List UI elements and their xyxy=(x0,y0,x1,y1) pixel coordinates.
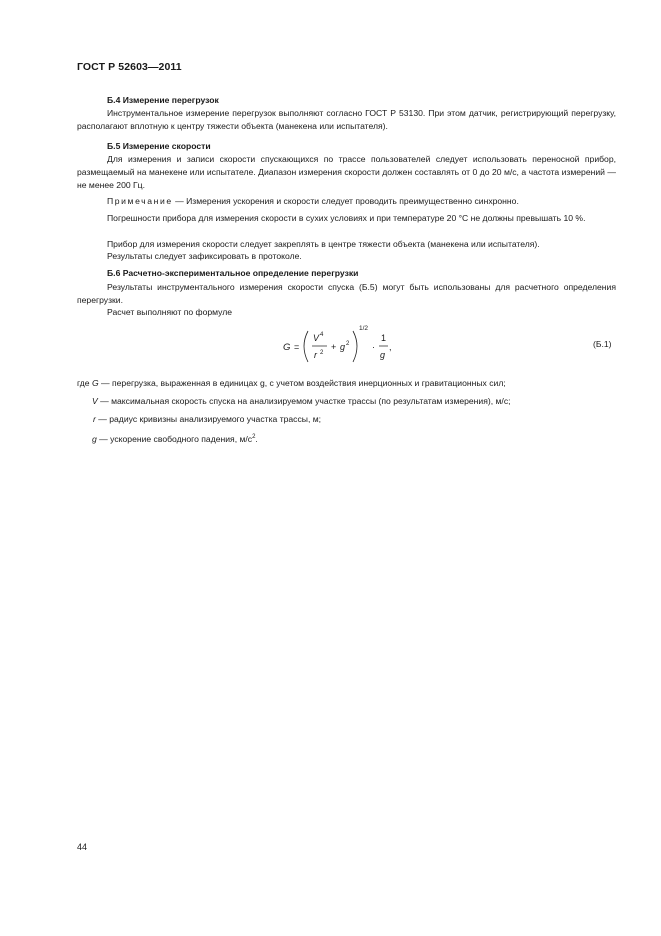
where-symbol-g: g xyxy=(92,433,97,444)
where-g-unit-exp: 2 xyxy=(252,434,256,440)
formula-r-exp: 2 xyxy=(320,350,324,356)
formula-V: V xyxy=(313,333,320,343)
formula-r: r xyxy=(314,350,317,360)
where-text-G: перегрузка, выраженная в единицах g, с учетом воздействия инерционных и гравитационных сил; xyxy=(112,378,506,388)
where-text-g: ускорение свободного падения, м/с xyxy=(110,433,253,444)
formula-comma: , xyxy=(389,342,392,352)
formula-g: g xyxy=(380,350,386,360)
section-b6-paragraph-2: Расчет выполняют по формуле xyxy=(107,307,233,317)
section-b5-paragraph-4: Результаты следует зафиксировать в протоколе. xyxy=(107,251,302,261)
section-b5-paragraph-2: Погрешности прибора для измерения скорости в сухих условиях и при температуре 20 °С не должны превышать 10 %. xyxy=(107,213,586,223)
where-symbol-G: G xyxy=(91,378,99,388)
section-b6-paragraph-1: Результаты инструментального измерения скорости спуска (Б.5) могут быть использованы для расчетного определения перегрузки. xyxy=(77,282,616,305)
section-b6-title: Б.6 Расчетно-экспериментальное определение перегрузки xyxy=(107,268,359,278)
note-label: Примечание xyxy=(107,196,173,206)
note-text: — Измерения ускорения и скорости следует проводить преимущественно синхронно. xyxy=(172,196,519,206)
where-prefix: где xyxy=(77,378,90,388)
where-line-V xyxy=(92,395,511,407)
section-b5-paragraph-3: Прибор для измерения скорости следует закреплять в центре тяжести объекта (манекена или испытателя). xyxy=(107,239,540,249)
formula-g2: g xyxy=(340,342,346,352)
where-line-r xyxy=(93,413,321,425)
where-dash: — xyxy=(101,378,110,388)
formula-G: G xyxy=(283,342,291,353)
formula-g2-exp: 2 xyxy=(346,341,350,347)
where-symbol-V: V xyxy=(92,396,98,406)
where-text-r: радиус кривизны анализируемого участка трассы, м; xyxy=(109,414,322,424)
formula-one: 1 xyxy=(381,333,387,343)
formula-dot: · xyxy=(372,342,375,352)
formula-right-paren xyxy=(353,331,357,362)
section-b5-note xyxy=(77,195,616,208)
where-dash: — xyxy=(98,414,107,424)
section-b5-title: Б.5 Измерение скорости xyxy=(107,141,211,151)
formula-number: (Б.1) xyxy=(593,339,612,349)
where-g-end: . xyxy=(255,433,258,444)
where-line-G xyxy=(77,377,506,389)
section-b4-paragraph: Инструментальное измерение перегрузок выполняют согласно ГОСТ Р 53130. При этом датчик, регистрирующий перегрузку, располагают вплотную к центру тяжести объекта (манекена или испытателя). xyxy=(77,108,616,131)
formula-outer-exp: 1/2 xyxy=(359,325,369,332)
where-line-g xyxy=(92,431,258,445)
where-dash: — xyxy=(100,396,109,406)
formula-plus: + xyxy=(331,342,337,352)
section-b4-title: Б.4 Измерение перегрузок xyxy=(107,95,219,105)
where-dash: — xyxy=(99,433,108,444)
where-symbol-r: r xyxy=(93,414,96,424)
where-text-V: максимальная скорость спуска на анализируемом участке трассы (по результатам измерения), м/с; xyxy=(111,396,511,406)
section-b5-paragraph-1: Для измерения и записи скорости спускающихся по трассе пользователей следует использовать переносной прибор, размещаемый на манекене или испытателе. Диапазон измерения скорости должен составлять от 0 до 20 м/с, а частота измерений — не менее 200 Гц. xyxy=(77,154,616,190)
formula-eq: = xyxy=(294,342,300,352)
page-number: 44 xyxy=(77,842,88,852)
formula-V-exp: 4 xyxy=(320,332,324,338)
standard-header: ГОСТ Р 52603—2011 xyxy=(77,61,182,73)
formula-left-paren xyxy=(304,331,308,362)
formula-b1 xyxy=(275,318,435,374)
